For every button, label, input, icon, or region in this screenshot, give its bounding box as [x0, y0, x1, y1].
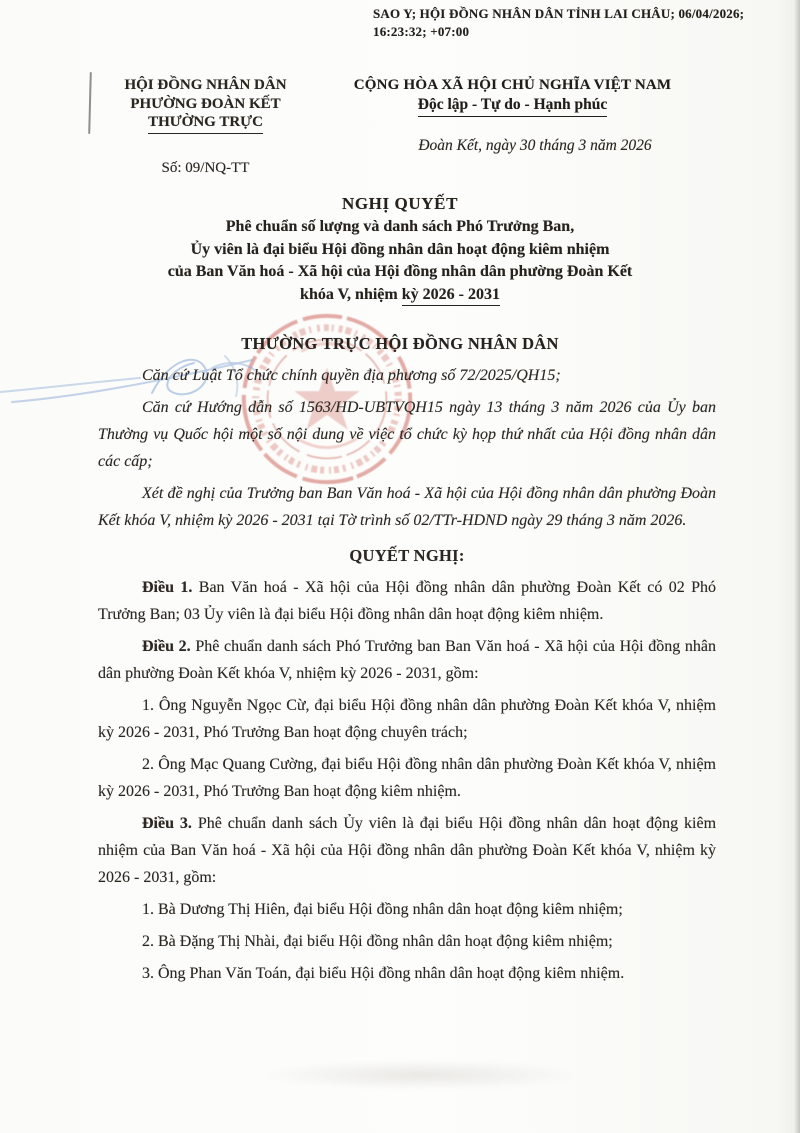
certification-line-2: 16:23:32; +07:00	[373, 24, 470, 39]
scan-edge-shadow	[794, 0, 800, 1133]
national-motto: Độc lập - Tự do - Hạnh phúc	[335, 96, 690, 117]
document-body	[98, 362, 716, 987]
national-header-block	[335, 76, 690, 117]
authority-line-3: THƯỜNG TRỰC	[98, 113, 313, 134]
scan-smudge-artifact	[255, 1060, 585, 1090]
article-paragraph: Điều 1. Ban Văn hoá - Xã hội của Hội đồng nhân dân phường Đoàn Kết có 02 Phó Trưởng Ban; 03 Ủy viên là đại biểu Hội đồng nhân dân hoạt động kiêm nhiệm.	[98, 579, 716, 623]
list-item-paragraph: 3. Ông Phan Văn Toán, đại biểu Hội đồng nhân dân hoạt động kiêm nhiệm.	[142, 965, 625, 982]
place-date-line: Đoàn Kết, ngày 30 tháng 3 năm 2026	[418, 137, 652, 154]
document-number: Số: 09/NQ-TT	[161, 160, 250, 176]
scan-artifact-line	[88, 72, 92, 134]
preamble-paragraph: Căn cứ Hướng dẫn số 1563/HD-UBTVQH15 ngày 13 tháng 3 năm 2026 của Ủy ban Thường vụ Quốc hội một số nội dung về việc tổ chức kỳ họp thứ nhất của Hội đồng nhân dân các cấp;	[98, 399, 716, 470]
issuing-authority-block	[98, 76, 313, 134]
title-line-1: Phê chuẩn số lượng và danh sách Phó Trưởng Ban,	[225, 218, 575, 235]
resolve-heading: QUYẾT NGHỊ:	[349, 546, 465, 565]
authority-line-2: PHƯỜNG ĐOÀN KẾT	[130, 95, 281, 112]
authority-line-1: HỘI ĐỒNG NHÂN DÂN	[124, 77, 287, 93]
country-title: CỘNG HÒA XÃ HỘI CHỦ NGHĨA VIỆT NAM	[353, 77, 672, 93]
title-line-2: Ủy viên là đại biểu Hội đồng nhân dân hoạt động kiêm nhiệm	[190, 240, 610, 258]
preamble-paragraph: Xét đề nghị của Trưởng ban Ban Văn hoá - Xã hội của Hội đồng nhân dân phường Đoàn Kết khóa V, nhiệm kỳ 2026 - 2031 tại Tờ trình số 02/TTr-HDND ngày 29 tháng 3 năm 2026.	[98, 485, 716, 529]
title-line-4: khóa V, nhiệm kỳ 2026 - 2031	[88, 285, 712, 307]
issuer-heading: THƯỜNG TRỰC HỘI ĐỒNG NHÂN DÂN	[241, 334, 559, 353]
list-item-paragraph: 1. Ông Nguyễn Ngọc Cừ, đại biểu Hội đồng nhân dân phường Đoàn Kết khóa V, nhiệm kỳ 2026 - 2031, Phó Trưởng Ban hoạt động chuyên trách;	[98, 697, 716, 741]
certification-stamp-text	[373, 5, 783, 41]
list-item-paragraph: 1. Bà Dương Thị Hiên, đại biểu Hội đồng nhân dân hoạt động kiêm nhiệm;	[142, 901, 623, 918]
list-item-paragraph: 2. Bà Đặng Thị Nhài, đại biểu Hội đồng nhân dân hoạt động kiêm nhiệm;	[142, 933, 613, 950]
article-paragraph: Điều 2. Phê chuẩn danh sách Phó Trưởng ban Ban Văn hoá - Xã hội của Hội đồng nhân dân phường Đoàn Kết khóa V, nhiệm kỳ 2026 - 2031, gồm:	[98, 638, 717, 682]
article-paragraph: Điều 3. Phê chuẩn danh sách Ủy viên là đại biểu Hội đồng nhân dân hoạt động kiêm nhiệm của Ban Văn hoá - Xã hội của Hội đồng nhân dân phường Đoàn Kết khóa V, nhiệm kỳ 2026 - 2031, gồm:	[98, 815, 717, 886]
document-type-title: NGHỊ QUYẾT	[341, 194, 459, 213]
title-line-3: của Ban Văn hoá - Xã hội của Hội đồng nhân dân phường Đoàn Kết	[167, 263, 633, 280]
list-item-paragraph: 2. Ông Mạc Quang Cường, đại biểu Hội đồng nhân dân phường Đoàn Kết khóa V, nhiệm kỳ 2026 - 2031, Phó Trưởng Ban hoạt động kiêm nhiệm.	[98, 756, 716, 800]
preamble-paragraph: Căn cứ Luật Tổ chức chính quyền địa phương số 72/2025/QH15;	[142, 367, 561, 384]
document-title-block	[88, 194, 712, 306]
certification-line-1: SAO Y; HỘI ĐỒNG NHÂN DÂN TỈNH LAI CHÂU; 06/04/2026;	[373, 6, 745, 21]
